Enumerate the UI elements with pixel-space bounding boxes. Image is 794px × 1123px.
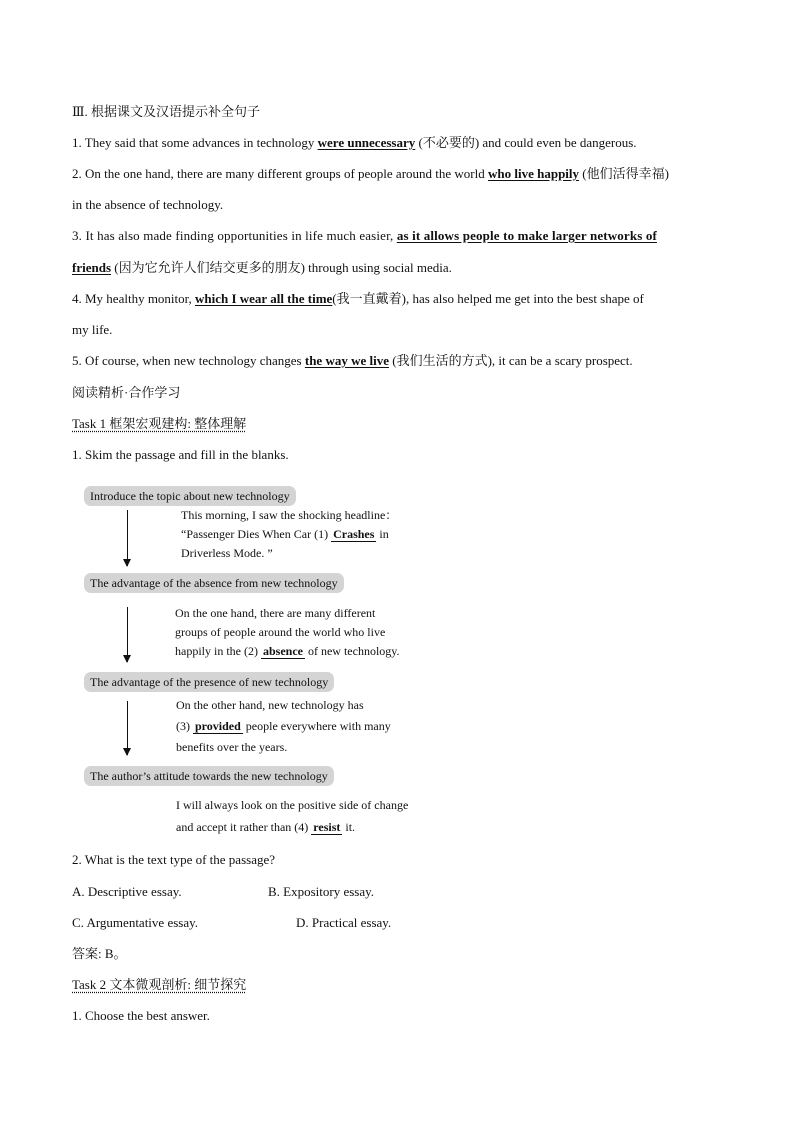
chart-box-4: The author’s attitude towards the new technology (84, 766, 334, 786)
detail-line: On the one hand, there are many different (175, 606, 376, 620)
down-arrow-icon (127, 701, 128, 755)
sentence-3-continued (72, 259, 452, 277)
detail-line: benefits over the years. (176, 740, 288, 754)
sentence-text: my life. (72, 322, 113, 337)
detail-text: of new technology. (304, 644, 400, 658)
sentence-text: (不必要的) and could even be dangerous. (415, 135, 637, 150)
sentence-1 (72, 134, 637, 152)
detail-line: groups of people around the world who live (175, 625, 386, 639)
chart-box-2: The advantage of the absence from new technology (84, 573, 344, 593)
chart-detail-4 (176, 794, 408, 838)
detail-line: On the other hand, new technology has (176, 698, 364, 712)
answer-text: as it allows people to make larger networks of (396, 228, 657, 243)
detail-text: it. (342, 820, 356, 834)
detail-text: “Passenger Dies When Car (1) (181, 527, 332, 541)
section-title: Ⅲ. 根据课文及汉语提示补全句子 (72, 104, 261, 119)
chart-detail-3 (176, 696, 391, 757)
reading-title: 阅读精析·合作学习 (72, 385, 181, 400)
answer-text: who live happily (488, 166, 580, 181)
detail-text: and accept it rather than (4) (176, 820, 312, 834)
option-c: C. Argumentative essay. (72, 915, 199, 930)
detail-line: This morning, I saw the shocking headline： (181, 508, 398, 522)
sentence-text: 2. On the one hand, there are many different groups of people around the world (72, 166, 488, 181)
down-arrow-icon (127, 510, 128, 566)
answer-line: 答案: B。 (72, 946, 127, 961)
detail-line (176, 715, 391, 738)
blank-answer-2: absence (262, 644, 303, 658)
detail-text: happily in the (2) (175, 644, 261, 658)
sentence-text: (因为它允许人们结交更多的朋友) through using social media. (111, 260, 452, 275)
option-a: A. Descriptive essay. (72, 884, 182, 899)
sentence-text: 5. Of course, when new technology changes (72, 353, 305, 368)
sentence-4-continued (72, 321, 112, 339)
down-arrow-icon (127, 607, 128, 662)
detail-text: (3) (176, 719, 193, 733)
sentence-text: 1. They said that some advances in technology (72, 135, 318, 150)
answer-text: which I wear all the time (194, 291, 333, 306)
option-b: B. Expository essay. (268, 884, 375, 899)
blank-answer-4: resist (313, 820, 341, 834)
sentence-2 (72, 165, 669, 183)
chart-box-3: The advantage of the presence of new technology (84, 672, 334, 692)
task-2-label: Task 2 文本微观剖析: 细节探究 (72, 977, 247, 992)
blank-answer-3: provided (195, 719, 241, 733)
task-1-instruction: 1. Skim the passage and fill in the blanks. (72, 447, 289, 462)
sentence-5 (72, 352, 633, 370)
detail-line (176, 816, 408, 838)
detail-line (181, 525, 397, 544)
sentence-4 (72, 290, 644, 308)
detail-line: I will always look on the positive side of change (176, 798, 409, 812)
task-2-instruction: 1. Choose the best answer. (72, 1008, 210, 1023)
sentence-text: 4. My healthy monitor, (72, 291, 195, 306)
answer-text: were unnecessary (317, 135, 416, 150)
chart-box-1: Introduce the topic about new technology (84, 486, 296, 506)
sentence-text: 3. It has also made finding opportunities in life much easier, (72, 228, 397, 243)
sentence-text: (他们活得幸福) (579, 166, 669, 181)
detail-line (175, 642, 400, 661)
sentence-text: in the absence of technology. (72, 197, 224, 212)
detail-text: in (376, 527, 389, 541)
sentence-text: (我一直戴着), has also helped me get into the best shape of (332, 291, 644, 306)
task-1-label: Task 1 框架宏观建构: 整体理解 (72, 416, 247, 431)
answer-text: the way we live (304, 353, 389, 368)
detail-line: Driverless Mode. ” (181, 546, 273, 560)
answer-text: friends (72, 260, 111, 275)
question-2: 2. What is the text type of the passage? (72, 852, 276, 867)
sentence-text: (我们生活的方式), it can be a scary prospect. (388, 353, 633, 368)
option-d: D. Practical essay. (296, 915, 392, 930)
chart-detail-2 (175, 604, 400, 661)
chart-detail-1 (181, 506, 397, 563)
sentence-2-continued (72, 196, 223, 214)
detail-text: people everywhere with many (242, 719, 391, 733)
structure-chart (84, 484, 444, 834)
blank-answer-1: Crashes (333, 527, 375, 541)
sentence-3 (72, 227, 657, 245)
